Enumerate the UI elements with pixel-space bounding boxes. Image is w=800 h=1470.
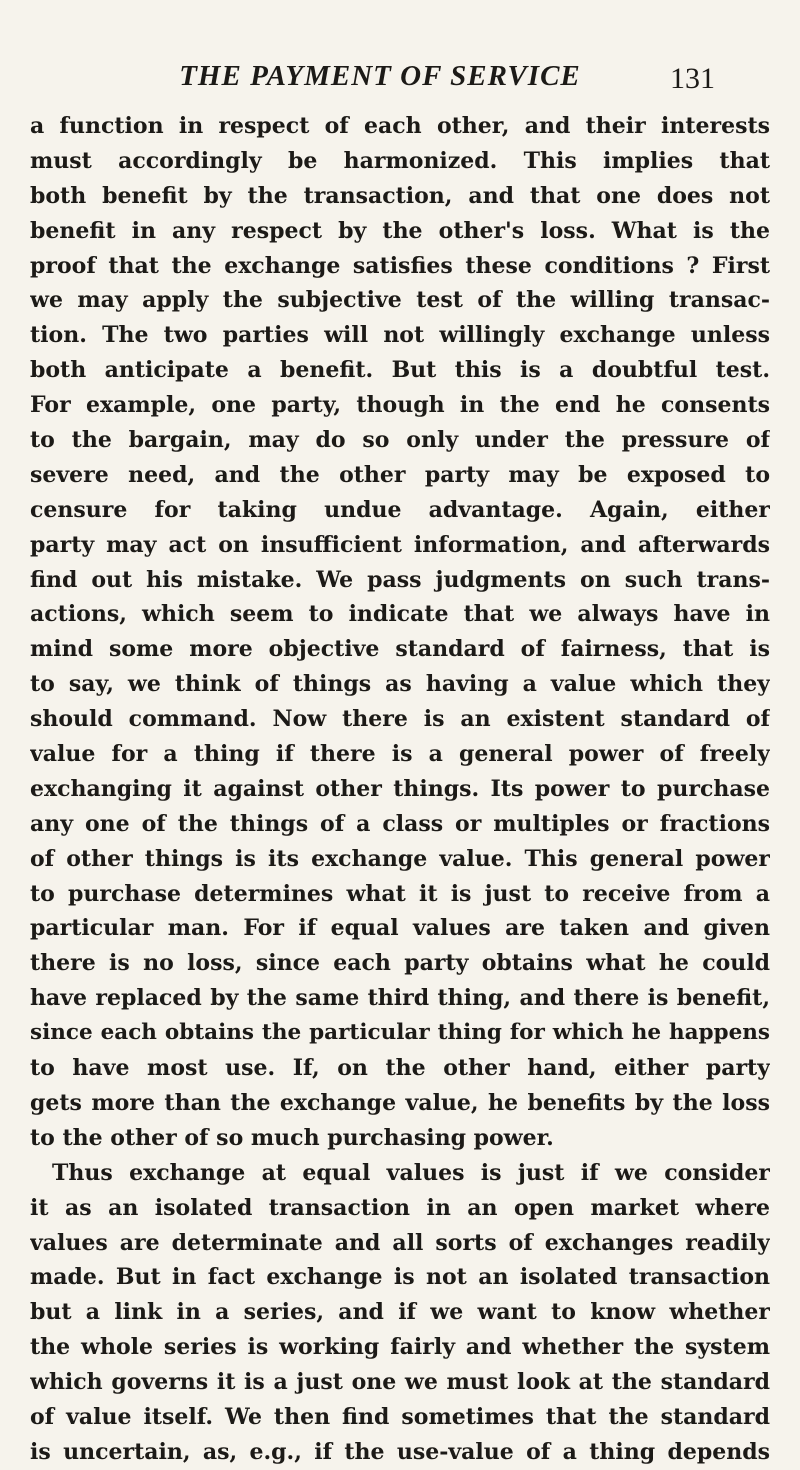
- text-line: must accordingly be harmonized. This implies that: [30, 147, 770, 174]
- text-line: benefit in any respect by the other's loss. What is the: [30, 217, 770, 244]
- text-line: actions, which seem to indicate that we always have in: [30, 601, 770, 628]
- text-line: but a link in a series, and if we want to know whether: [30, 1299, 770, 1326]
- text-line: to purchase determines what it is just to receive from a: [30, 880, 770, 907]
- text-line: have replaced by the same third thing, and there is benefit,: [30, 985, 770, 1012]
- text-line: severe need, and the other party may be exposed to: [30, 461, 770, 488]
- text-line: of value itself. We then find sometimes that the standard: [30, 1403, 770, 1430]
- text-line: since each obtains the particular thing for which he happens: [30, 1020, 770, 1046]
- text-line: party may act on insufficient information, and afterwards: [30, 531, 770, 558]
- text-line: of other things is its exchange value. This general power: [30, 845, 770, 872]
- text-line: a function in respect of each other, and their interests: [30, 113, 770, 139]
- text-line: values are determinate and all sorts of exchanges readily: [30, 1229, 770, 1256]
- text-line: particular man. For if equal values are taken and given: [30, 915, 770, 942]
- text-line: to the bargain, may do so only under the pressure of: [30, 427, 770, 454]
- text-line: made. But in fact exchange is not an isolated transaction: [30, 1264, 770, 1291]
- text-line: any one of the things of a class or multiples or fractions: [30, 810, 770, 837]
- text-line: there is no loss, since each party obtains what he could: [30, 950, 770, 977]
- text-line: gets more than the exchange value, he benefits by the loss: [30, 1089, 770, 1116]
- text-line: For example, one party, though in the end he consents: [30, 392, 770, 419]
- text-line: to have most use. If, on the other hand, either party: [30, 1055, 770, 1082]
- text-line: it as an isolated transaction in an open market where: [30, 1194, 770, 1221]
- text-line: we may apply the subjective test of the willing transac-: [30, 287, 770, 314]
- text-line: censure for taking undue advantage. Again, either: [30, 496, 770, 523]
- text-line: is uncertain, as, e.g., if the use-value of a thing depends: [30, 1438, 770, 1465]
- text-line: proof that the exchange satisfies these conditions ? First: [30, 252, 770, 279]
- text-line: find out his mistake. We pass judgments on such trans-: [30, 566, 770, 593]
- text-line: mind some more objective standard of fairness, that is: [30, 636, 770, 663]
- running-title: THE PAYMENT OF SERVICE: [179, 60, 581, 92]
- text-line: should command. Now there is an existent standard of: [30, 706, 770, 733]
- page-number: 131: [670, 62, 715, 95]
- text-line: which governs it is a just one we must look at the standard: [30, 1369, 770, 1396]
- text-line: tion. The two parties will not willingly exchange unless: [30, 322, 770, 349]
- text-line: value for a thing if there is a general power of freely: [30, 741, 770, 768]
- text-line-paragraph-start: Thus exchange at equal values is just if we consider: [52, 1159, 770, 1186]
- text-line: both benefit by the transaction, and that one does not: [30, 182, 770, 209]
- text-line: exchanging it against other things. Its power to purchase: [30, 775, 770, 802]
- text-line: the whole series is working fairly and whether the system: [30, 1334, 770, 1361]
- text-line-paragraph-end: to the other of so much purchasing power.: [30, 1124, 554, 1151]
- text-line: both anticipate a benefit. But this is a doubtful test.: [30, 357, 770, 384]
- text-line: to say, we think of things as having a value which they: [30, 671, 770, 698]
- body-text: [30, 109, 770, 1470]
